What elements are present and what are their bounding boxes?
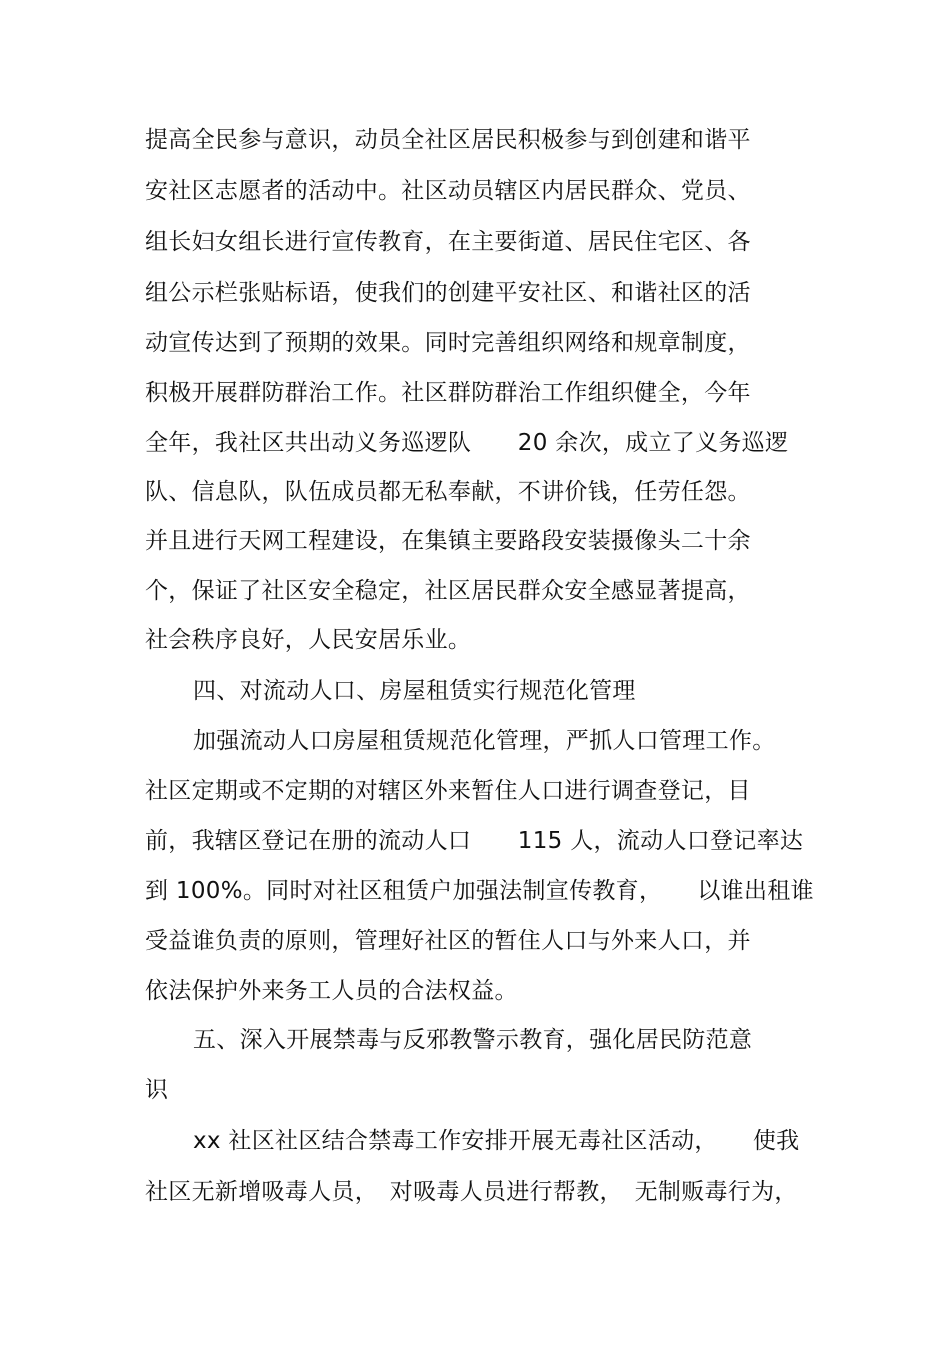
paragraph-line: 队、信息队，队伍成员都无私奉献，不讲价钱，任劳任怨。 [145,479,751,505]
paragraph-line: 受益谁负责的原则，管理好社区的暂住人口与外来人口，并 [145,928,751,954]
paragraph-line: 全年，我社区共出动义务巡逻队 20 余次，成立了义务巡逻 [145,430,789,456]
paragraph-line: xx 社区社区结合禁毒工作安排开展无毒社区活动， 使我 [193,1128,800,1154]
section-heading: 四、对流动人口、房屋租赁实行规范化管理 [193,678,636,704]
paragraph-line: 社会秩序良好，人民安居乐业。 [145,627,472,653]
paragraph-line: 加强流动人口房屋租赁规范化管理，严抓人口管理工作。 [193,728,776,754]
paragraph-line: 依法保护外来务工人员的合法权益。 [145,978,518,1004]
paragraph-line: 社区无新增吸毒人员， 对吸毒人员进行帮教， 无制贩毒行为， [145,1179,798,1205]
paragraph-line: 动宣传达到了预期的效果。同时完善组织网络和规章制度， [145,330,751,356]
paragraph-line: 前，我辖区登记在册的流动人口 115 人，流动人口登记率达 [145,828,804,854]
paragraph-line: 到 100%。同时对社区租赁户加强法制宣传教育， 以谁出租谁 [145,878,814,904]
paragraph-line: 提高全民参与意识，动员全社区居民积极参与到创建和谐平 [145,127,751,153]
paragraph-line: 社区定期或不定期的对辖区外来暂住人口进行调查登记，目 [145,778,751,804]
paragraph-line: 组公示栏张贴标语，使我们的创建平安社区、和谐社区的活 [145,280,751,306]
paragraph-line: 积极开展群防群治工作。社区群防群治工作组织健全，今年 [145,380,751,406]
section-heading-continuation: 识 [145,1077,169,1103]
section-heading: 五、深入开展禁毒与反邪教警示教育，强化居民防范意 [193,1027,753,1053]
paragraph-line: 个，保证了社区安全稳定，社区居民群众安全感显著提高， [145,578,751,604]
paragraph-line: 安社区志愿者的活动中。社区动员辖区内居民群众、党员、 [145,178,751,204]
paragraph-line: 并且进行天网工程建设，在集镇主要路段安装摄像头二十余 [145,528,751,554]
paragraph-line: 组长妇女组长进行宣传教育，在主要街道、居民住宅区、各 [145,229,751,255]
